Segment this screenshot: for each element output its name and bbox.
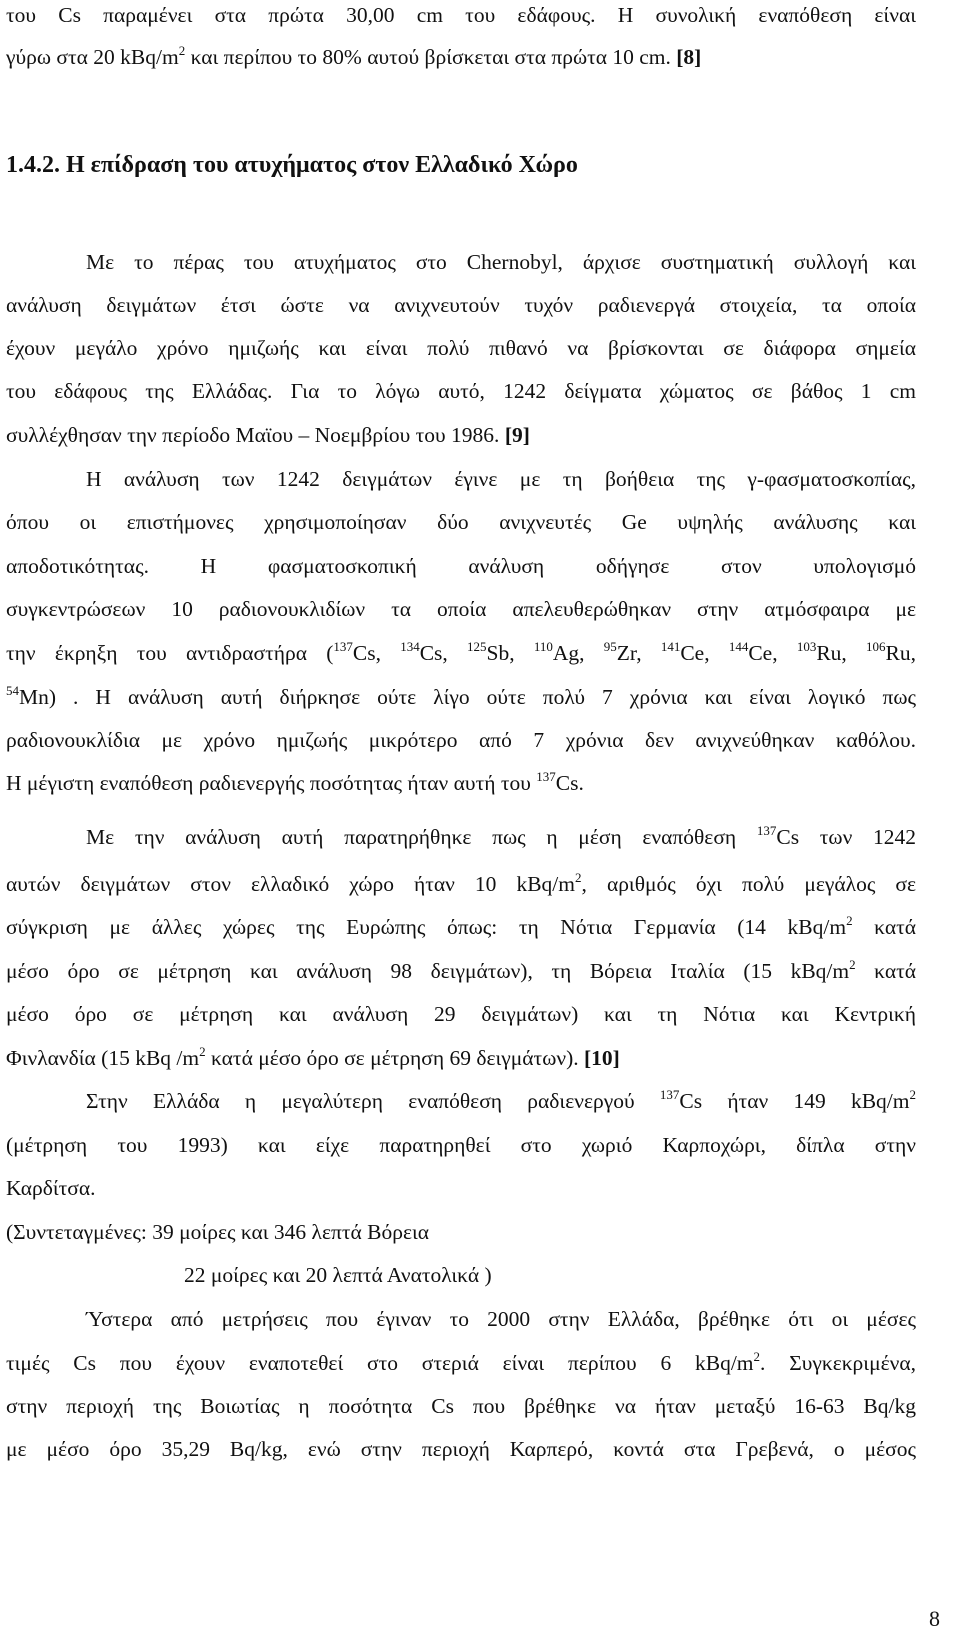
paragraph-2-line-4: συγκεντρώσεων 10 ραδιονουκλιδίων τα οποία απελευθερώθηκαν στην ατμόσφαιρα με: [6, 597, 916, 621]
coordinates-line-1: (Συντεταγμένες: 39 μοίρες και 346 λεπτά Βόρεια: [6, 1220, 430, 1244]
paragraph-4-line-3: Καρδίτσα.: [6, 1176, 96, 1200]
paragraph-1-line-2: ανάλυση δειγμάτων έτσι ώστε να ανιχνευτούν τυχόν ραδιενεργά στοιχεία, τα οποία: [6, 293, 916, 317]
citation-10: [10]: [583, 1046, 620, 1070]
paragraph-3-line-3: σύγκριση με άλλες χώρες της Ευρώπης όπως: τη Νότια Γερμανία (14 kBq/$m^2$ κατά: [6, 913, 916, 939]
paragraph-2-line-6: $^{54}$Mn) . Η ανάλυση αυτή διήρκησε ούτε λίγο ούτε πολύ 7 χρόνια και είναι λογικό πως: [6, 683, 916, 709]
paragraph-3-line-6: Φινλανδία (15 kBq $/m^2$ κατά μέσο όρο σε μέτρηση 69 δειγμάτων). [10]: [6, 1044, 620, 1070]
paragraph-1-line-5: συλλέχθησαν την περίοδο Μαϊου – Νοεμβρίου του 1986. [9]: [6, 423, 530, 447]
paragraph-5-line-4: με μέσο όρο 35,29 Bq/kg, ενώ στην περιοχή Καρπερό, κοντά στα Γρεβενά, ο μέσος: [6, 1437, 916, 1461]
nuclide: $^{110}$Ag,: [533, 639, 585, 665]
nuclide: $^{137}$Cs,: [333, 639, 381, 665]
citation-9: [9]: [504, 423, 530, 447]
paragraph-3-line-2: αυτών δειγμάτων στον ελλαδικό χώρο ήταν 10 kBq/$m^2$, αριθμός όχι πολύ μεγάλος σε: [6, 870, 917, 896]
nuclide: $^{134}$Cs,: [400, 639, 448, 665]
paragraph-2-line-7: ραδιονουκλίδια με χρόνο ημιζωής μικρότερο από 7 χρόνια δεν ανιχνεύθηκαν καθόλου.: [6, 728, 916, 752]
paragraph-2-line-3: αποδοτικότητας. Η φασματοσκοπική ανάλυση οδήγησε στον υπολογισμό: [6, 554, 916, 578]
text-line-2: γύρω στα 20 kBq/$m^2$ και περίπου το 80% αυτού βρίσκεται στα πρώτα 10 cm. [8]: [6, 43, 702, 69]
paragraph-2-line-5: [6, 638, 916, 668]
paragraph-1-line-4: του εδάφους της Ελλάδας. Για το λόγω αυτό, 1242 δείγματα χώματος σε βάθος 1 cm: [6, 379, 916, 403]
paragraph-2-line-1: Η ανάλυση των 1242 δειγμάτων έγινε με τη βοήθεια της γ-φασματοσκοπίας,: [86, 467, 916, 491]
paragraph-3-line-4: μέσο όρο σε μέτρηση και ανάλυση 98 δειγμάτων), τη Βόρεια Ιταλία (15 kBq/$m^2$ κατά: [6, 957, 916, 983]
paragraph-5-line-3: στην περιοχή της Βοιωτίας η ποσότητα Cs που βρέθηκε να ήταν μεταξύ 16-63 Bq/kg: [6, 1394, 916, 1418]
paragraph-2-line-8: Η μέγιστη εναπόθεση ραδιενεργής ποσότητας ήταν αυτή του $^{137}$Cs.: [6, 769, 584, 795]
paragraph-4-line-2: (μέτρηση του 1993) και είχε παρατηρηθεί στο χωριό Καρποχώρι, δίπλα στην: [6, 1133, 916, 1157]
paragraph-5-line-1: Ύστερα από μετρήσεις που έγιναν το 2000 στην Ελλάδα, βρέθηκε ότι οι μέσες: [86, 1307, 916, 1331]
nuclide: $^{144}$Ce,: [728, 639, 778, 665]
paragraph-2-line-2: όπου οι επιστήμονες χρησιμοποίησαν δύο ανιχνευτές Ge υψηλής ανάλυσης και: [6, 510, 916, 534]
paragraph-1-line-1: Με το πέρας του ατυχήματος στο Chernobyl, άρχισε συστηματική συλλογή και: [86, 250, 916, 274]
nuclide-line-prefix: την έκρηξη του αντιδραστήρα (: [6, 641, 334, 665]
text-line-1: του Cs παραμένει στα πρώτα 30,00 cm του εδάφους. Η συνολική εναπόθεση είναι: [6, 3, 916, 27]
paragraph-5-line-2: τιμές Cs που έχουν εναποτεθεί στο στεριά είναι περίπου 6 kBq/$m^2$. Συγκεκριμένα,: [6, 1349, 916, 1375]
nuclide: $^{106}$Ru,: [866, 639, 917, 665]
paragraph-1-line-3: έχουν μεγάλο χρόνο ημιζωής και είναι πολύ πιθανό να βρίσκονται σε διάφορα σημεία: [6, 336, 916, 360]
citation-8: [8]: [676, 45, 702, 69]
page-number: 8: [929, 1606, 940, 1631]
nuclide: $^{103}$Ru,: [796, 639, 847, 665]
paragraph-3-line-5: μέσο όρο σε μέτρηση και ανάλυση 29 δειγμάτων) και τη Νότια και Κεντρική: [6, 1002, 916, 1026]
nuclide: $^{141}$Ce,: [660, 639, 710, 665]
nuclide: $^{95}$Zr,: [603, 639, 642, 665]
paragraph-3-line-1: Με την ανάλυση αυτή παρατηρήθηκε πως η μέση εναπόθεση $^{137}$Cs των 1242: [86, 823, 916, 849]
nuclide: $^{125}$Sb,: [467, 639, 515, 665]
coordinates-line-2: 22 μοίρες και 20 λεπτά Ανατολικά ): [184, 1263, 492, 1287]
section-heading: 1.4.2. Η επίδραση του ατυχήματος στον Ελλαδικό Χώρο: [6, 152, 578, 178]
paragraph-4-line-1: Στην Ελλάδα η μεγαλύτερη εναπόθεση ραδιενεργού $^{137}$Cs ήταν 149 kBq/$m^2$: [86, 1087, 916, 1113]
